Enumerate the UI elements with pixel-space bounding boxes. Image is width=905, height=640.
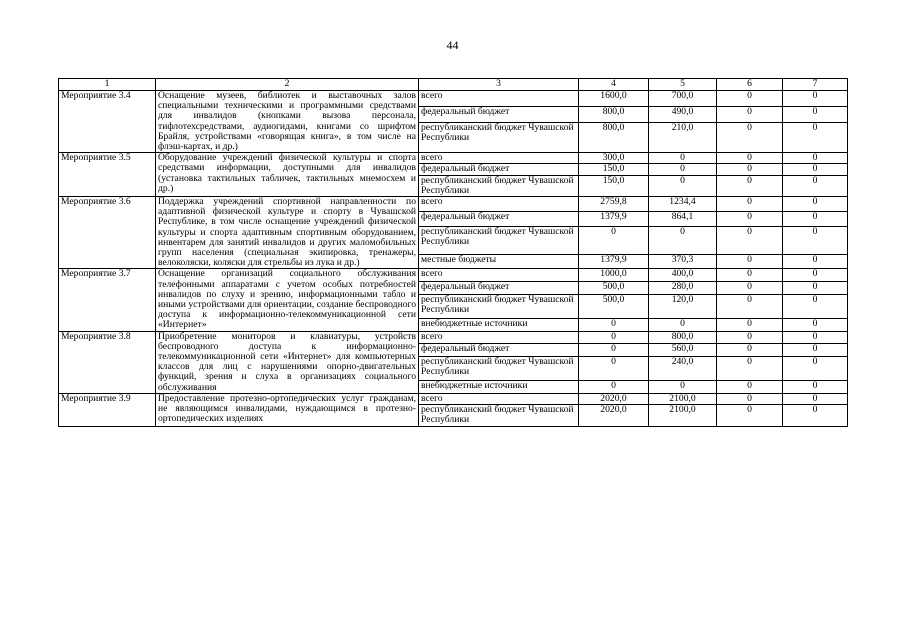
value-col-7: 0 [783, 282, 848, 295]
value-col-4: 800,0 [579, 106, 649, 122]
value-col-4: 0 [579, 318, 649, 331]
value-col-7: 0 [783, 381, 848, 394]
page-number: 44 [446, 38, 459, 52]
measure-description: Оснащение организаций социального обслуживания телефонными аппаратами с учетом особых потребностей инвалидов по слуху и зрению, информационными табло и иными устройствами для ориентации, создание беспроводного доступа к информационно-телекоммуникационной сети «Интернет» [156, 269, 419, 331]
value-col-7: 0 [783, 294, 848, 318]
value-col-6: 0 [717, 294, 783, 318]
value-col-6: 0 [717, 269, 783, 282]
value-col-5: 864,1 [649, 211, 717, 226]
value-col-4: 150,0 [579, 175, 649, 196]
value-col-7: 0 [783, 211, 848, 226]
table-row [59, 91, 848, 107]
value-col-4: 0 [579, 226, 649, 254]
value-col-4: 800,0 [579, 122, 649, 152]
measure-description: Оснащение музеев, библиотек и выставочных залов специальными техническими и программными средствами для инвалидов (кнопками вызова персонала, тифлотехсредствами, аудиогидами, книгами со шрифтом Брайля, устройствами «говорящая книга», в том числе на флэш-картах, и др.) [156, 91, 419, 153]
value-col-4: 500,0 [579, 282, 649, 295]
value-col-6: 0 [717, 318, 783, 331]
value-col-6: 0 [717, 331, 783, 344]
value-col-7: 0 [783, 106, 848, 122]
funding-source: всего [419, 331, 579, 344]
measure-description: Приобретение мониторов и клавиатуры, устройств беспроводного доступа к информационно-телекоммуникационной сети «Интернет» для компьютерных классов для лиц с нарушениями опорно-двигательных функций, зрения и слуха в организациях социального обслуживания [156, 331, 419, 393]
header-cell: 5 [649, 79, 717, 91]
value-col-5: 0 [649, 226, 717, 254]
measure-id: Мероприятие 3.5 [59, 153, 156, 197]
table-row [59, 393, 848, 404]
header-cell: 6 [717, 79, 783, 91]
measure-description: Предоставление протезно-ортопедических услуг гражданам, не являющимся инвалидами, нуждающимся в протезно-ортопедических изделиях [156, 393, 419, 426]
value-col-7: 0 [783, 197, 848, 212]
value-col-5: 210,0 [649, 122, 717, 152]
funding-source: внебюджетные источники [419, 381, 579, 394]
table-row [59, 269, 848, 282]
value-col-6: 0 [717, 282, 783, 295]
value-col-6: 0 [717, 122, 783, 152]
value-col-7: 0 [783, 269, 848, 282]
value-col-5: 560,0 [649, 344, 717, 357]
value-col-7: 0 [783, 91, 848, 107]
funding-source: внебюджетные источники [419, 318, 579, 331]
value-col-6: 0 [717, 393, 783, 404]
value-col-5: 2100,0 [649, 405, 717, 426]
value-col-5: 0 [649, 318, 717, 331]
value-col-7: 0 [783, 405, 848, 426]
value-col-5: 2100,0 [649, 393, 717, 404]
funding-source: федеральный бюджет [419, 282, 579, 295]
value-col-6: 0 [717, 226, 783, 254]
value-col-7: 0 [783, 331, 848, 344]
funding-source: всего [419, 269, 579, 282]
funding-source: республиканский бюджет Чувашской Республики [419, 122, 579, 152]
value-col-4: 2020,0 [579, 393, 649, 404]
value-col-7: 0 [783, 254, 848, 269]
value-col-5: 370,3 [649, 254, 717, 269]
value-col-5: 0 [649, 175, 717, 196]
header-cell: 3 [419, 79, 579, 91]
value-col-4: 0 [579, 344, 649, 357]
value-col-4: 1000,0 [579, 269, 649, 282]
funding-source: республиканский бюджет Чувашской Республики [419, 356, 579, 380]
value-col-7: 0 [783, 318, 848, 331]
funding-source: республиканский бюджет Чувашской Республики [419, 175, 579, 196]
value-col-4: 0 [579, 331, 649, 344]
value-col-4: 1379,9 [579, 211, 649, 226]
value-col-4: 150,0 [579, 164, 649, 175]
value-col-5: 800,0 [649, 331, 717, 344]
table-row [59, 197, 848, 212]
funding-source: федеральный бюджет [419, 164, 579, 175]
value-col-5: 120,0 [649, 294, 717, 318]
measure-id: Мероприятие 3.8 [59, 331, 156, 393]
measure-description: Оборудование учреждений физической культуры и спорта средствами информации, доступными для инвалидов (установка тактильных табличек, тактильных мнемосхем и др.) [156, 153, 419, 197]
value-col-6: 0 [717, 153, 783, 164]
value-col-5: 280,0 [649, 282, 717, 295]
value-col-6: 0 [717, 344, 783, 357]
value-col-6: 0 [717, 106, 783, 122]
value-col-6: 0 [717, 175, 783, 196]
funding-source: всего [419, 153, 579, 164]
value-col-4: 1379,9 [579, 254, 649, 269]
value-col-7: 0 [783, 153, 848, 164]
measure-id: Мероприятие 3.4 [59, 91, 156, 153]
value-col-6: 0 [717, 356, 783, 380]
header-cell: 4 [579, 79, 649, 91]
value-col-6: 0 [717, 197, 783, 212]
value-col-4: 2759,8 [579, 197, 649, 212]
funding-source: республиканский бюджет Чувашской Республики [419, 294, 579, 318]
value-col-6: 0 [717, 381, 783, 394]
measure-id: Мероприятие 3.9 [59, 393, 156, 426]
measure-id: Мероприятие 3.7 [59, 269, 156, 331]
value-col-4: 300,0 [579, 153, 649, 164]
value-col-7: 0 [783, 164, 848, 175]
header-row [59, 79, 848, 91]
value-col-4: 0 [579, 356, 649, 380]
program-table [58, 78, 848, 427]
value-col-6: 0 [717, 211, 783, 226]
value-col-7: 0 [783, 356, 848, 380]
header-cell: 1 [59, 79, 156, 91]
value-col-7: 0 [783, 393, 848, 404]
header-cell: 7 [783, 79, 848, 91]
value-col-4: 500,0 [579, 294, 649, 318]
value-col-6: 0 [717, 164, 783, 175]
funding-source: всего [419, 91, 579, 107]
value-col-7: 0 [783, 122, 848, 152]
funding-source: федеральный бюджет [419, 344, 579, 357]
value-col-5: 1234,4 [649, 197, 717, 212]
value-col-7: 0 [783, 344, 848, 357]
table-body [59, 79, 848, 427]
funding-source: республиканский бюджет Чувашской Республики [419, 405, 579, 426]
value-col-4: 0 [579, 381, 649, 394]
value-col-5: 240,0 [649, 356, 717, 380]
value-col-7: 0 [783, 226, 848, 254]
funding-source: федеральный бюджет [419, 106, 579, 122]
value-col-4: 2020,0 [579, 405, 649, 426]
funding-source: всего [419, 393, 579, 404]
funding-source: федеральный бюджет [419, 211, 579, 226]
value-col-6: 0 [717, 405, 783, 426]
measure-id: Мероприятие 3.6 [59, 197, 156, 269]
value-col-5: 400,0 [649, 269, 717, 282]
value-col-5: 700,0 [649, 91, 717, 107]
value-col-5: 0 [649, 153, 717, 164]
value-col-6: 0 [717, 254, 783, 269]
funding-source: всего [419, 197, 579, 212]
value-col-6: 0 [717, 91, 783, 107]
value-col-4: 1600,0 [579, 91, 649, 107]
header-cell: 2 [156, 79, 419, 91]
table-row [59, 331, 848, 344]
funding-source: республиканский бюджет Чувашской Республики [419, 226, 579, 254]
funding-source: местные бюджеты [419, 254, 579, 269]
table-row [59, 153, 848, 164]
value-col-5: 0 [649, 381, 717, 394]
value-col-7: 0 [783, 175, 848, 196]
value-col-5: 490,0 [649, 106, 717, 122]
measure-description: Поддержка учреждений спортивной направленности по адаптивной физической культуре и спорту в Чувашской Республике, в том числе оснащение учреждений физической культуры и спорта адаптивным спортивным оборудованием, инвентарем для занятий инвалидов и других маломобильных групп населения (специальная экипировка, тренажеры, велоколяски, коляски для стрельбы из лука и др.) [156, 197, 419, 269]
value-col-5: 0 [649, 164, 717, 175]
